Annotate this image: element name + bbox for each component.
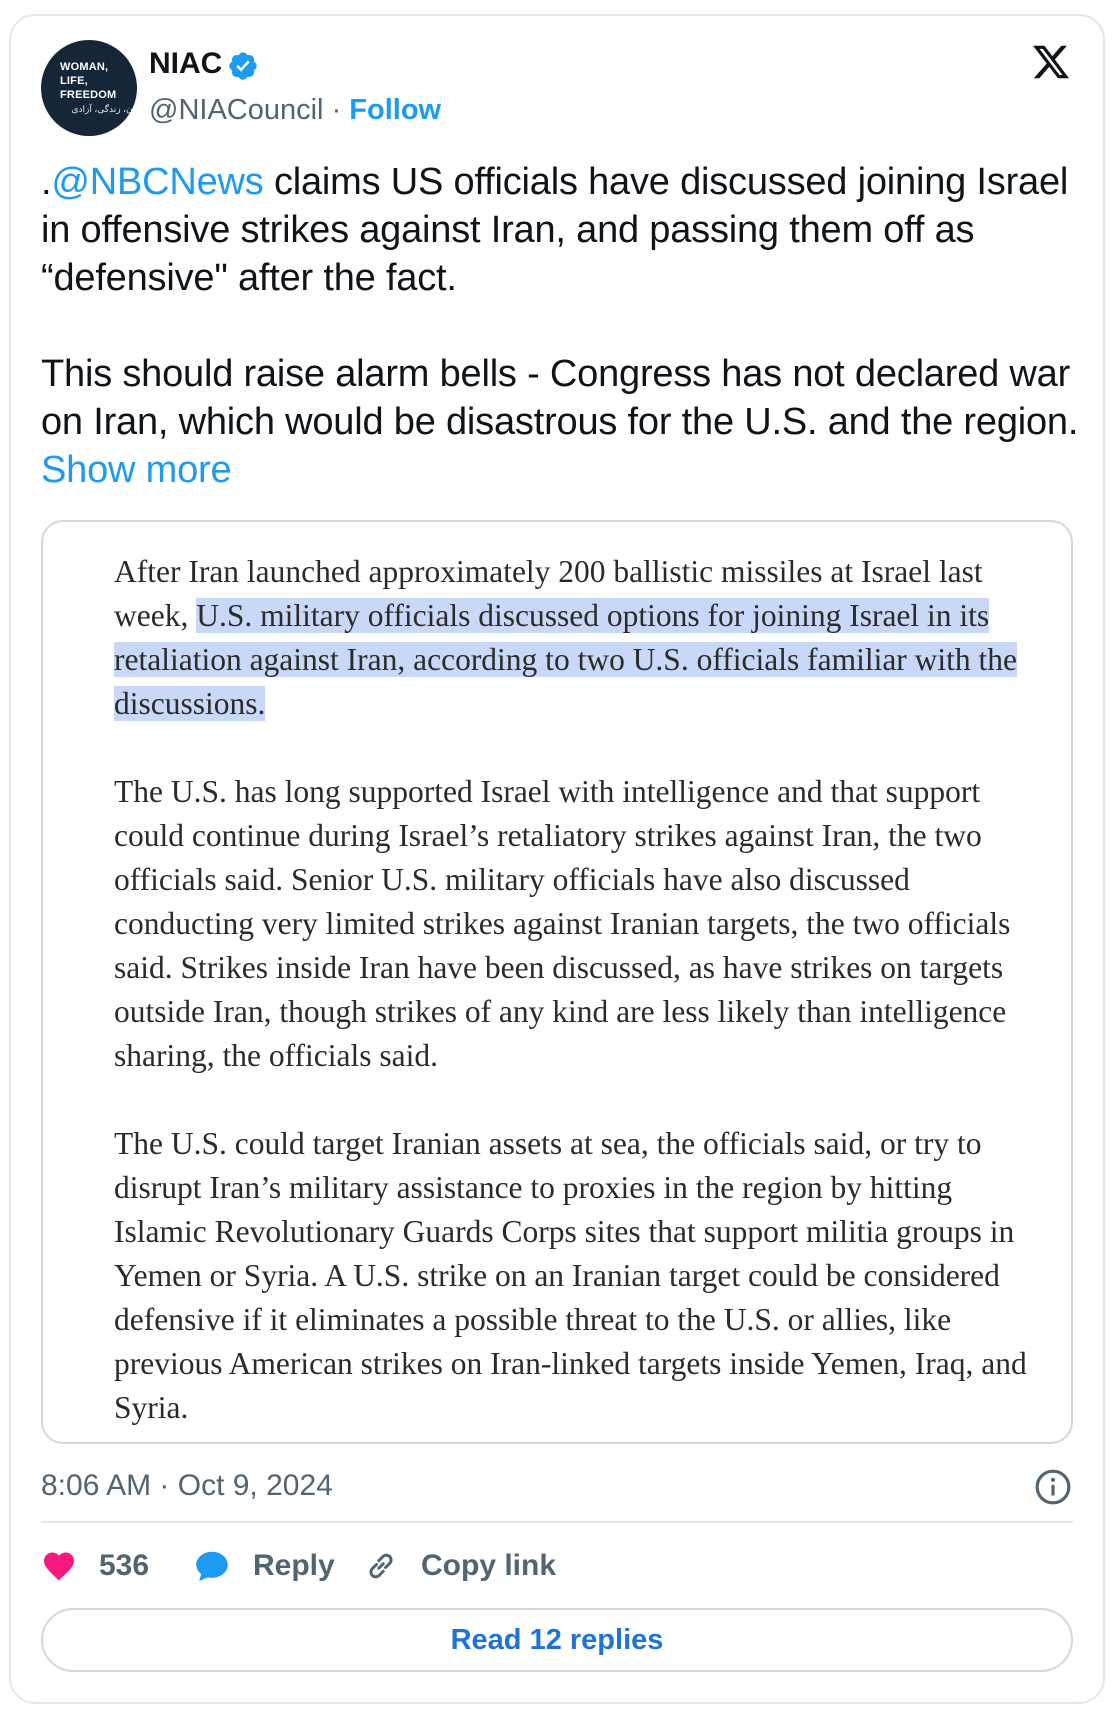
like-count: 536 — [99, 1549, 150, 1582]
article-paragraph-3: The U.S. could target Iranian assets at sea, the officials said, or try to disrupt Iran’s military assistance to proxies in the region by hitting Islamic Revolutionary Guards Corps sites that support militia groups in Yemen or Syria. A U.S. strike on an Iranian target could be considered defensive if it eliminates a possible threat to the U.S. or allies, like previous American strikes on Iran-linked targets inside Yemen, Iraq, and Syria. — [114, 1126, 1027, 1425]
link-icon — [363, 1548, 399, 1584]
copy-link-button[interactable] — [363, 1540, 556, 1592]
tweet-header — [41, 40, 1071, 140]
heart-icon — [41, 1548, 77, 1584]
article-paragraph-1-plain: After Iran launched approximately 200 ballistic missiles at Israel last week, — [114, 554, 983, 633]
copy-link-label: Copy link — [421, 1549, 557, 1582]
reply-button[interactable] — [193, 1540, 335, 1592]
follow-button[interactable]: Follow — [349, 94, 442, 126]
read-replies-button[interactable]: Read 12 replies — [41, 1608, 1073, 1672]
verified-badge-icon — [227, 50, 259, 82]
mention-link[interactable]: @NBCNews — [51, 161, 264, 203]
info-icon[interactable] — [1034, 1468, 1072, 1506]
article-paragraph-1 — [114, 550, 1034, 726]
article-paragraph-2: The U.S. has long supported Israel with intelligence and that support could continue during Israel’s retaliatory strikes against Iran, the two officials said. Senior U.S. military officials have also discussed conducting very limited strikes against Iranian targets, the two officials said. Strikes inside Iran have been discussed, as have strikes on targets outside Iran, though strikes of any kind are less likely than intelligence sharing, the officials said. — [114, 774, 1011, 1073]
tweet-paragraph-1-text: claims US officials have discussed joining Israel in offensive strikes against Iran, and passing them off as “defensive" after the fact. — [41, 161, 1069, 299]
avatar-farsi-text: زن، زندگی، آزادی — [71, 104, 137, 114]
avatar-text-line-2: LIFE, — [60, 75, 88, 87]
like-button[interactable] — [41, 1540, 149, 1592]
tweet-text — [41, 158, 1081, 494]
article-highlighted-text: U.S. military officials discussed options for joining Israel in its retaliation against Iran, according to two U.S. officials familiar with the discussions. — [114, 598, 1018, 721]
speech-bubble-icon — [193, 1548, 231, 1584]
handle[interactable]: @NIACouncil — [149, 94, 324, 126]
tweet-prefix: . — [41, 161, 52, 203]
action-bar — [41, 1540, 1073, 1592]
divider — [41, 1521, 1073, 1523]
tweet-timestamp[interactable]: 8:06 AM · Oct 9, 2024 — [41, 1469, 333, 1502]
avatar-text-line-3: FREEDOM — [60, 89, 117, 101]
handle-row — [149, 92, 441, 128]
reply-label: Reply — [253, 1549, 335, 1582]
show-more-link[interactable]: Show more — [41, 449, 232, 491]
tweet-paragraph-2 — [41, 350, 1081, 494]
article-screenshot-image[interactable] — [41, 520, 1073, 1444]
x-logo-icon[interactable] — [1031, 42, 1071, 82]
handle-separator: · — [331, 94, 342, 126]
tweet-paragraph-1 — [41, 158, 1081, 302]
avatar[interactable] — [41, 40, 137, 136]
tweet-paragraph-2-text: This should raise alarm bells - Congress has not declared war on Iran, which would be disastrous for the U.S. and the region. — [41, 353, 1079, 443]
article-excerpt — [114, 550, 1034, 1430]
avatar-text-line-1: WOMAN, — [60, 61, 109, 73]
display-name[interactable]: NIAC — [149, 47, 223, 80]
